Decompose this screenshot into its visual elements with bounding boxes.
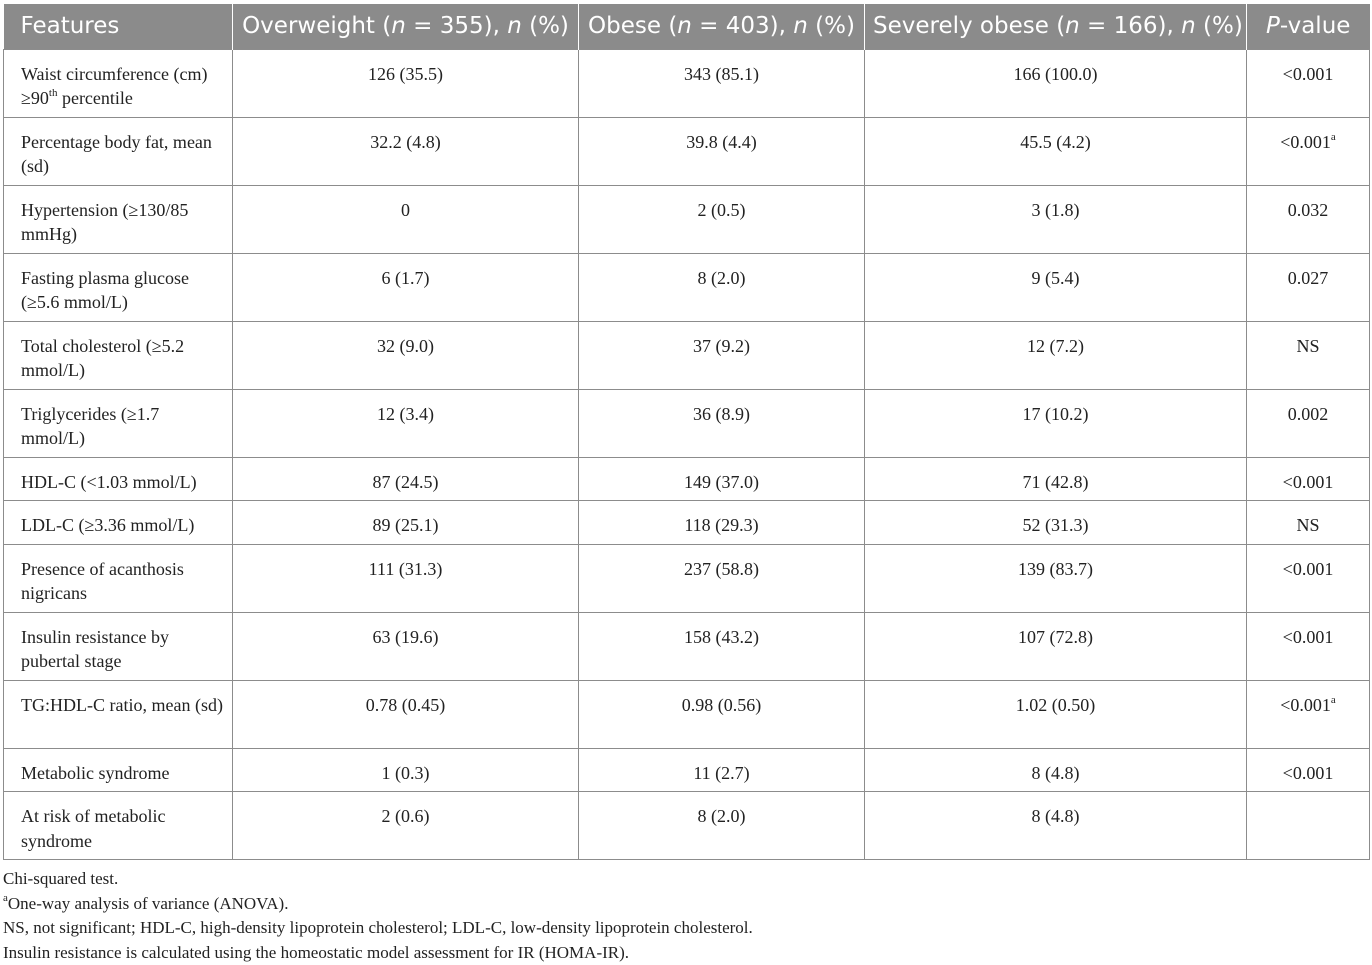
header-obese: Obese (n = 403), n (%) <box>579 4 865 49</box>
header-overweight: Overweight (n = 355), n (%) <box>233 4 579 49</box>
cell-p-value <box>1247 612 1370 680</box>
feature-superscript: th <box>49 87 58 99</box>
footnote-marker: a <box>3 892 8 904</box>
feature-label: TG:HDL-C ratio, mean (sd) <box>21 695 223 715</box>
feature-label: Total cholesterol (≥5.2 mmol/L) <box>21 336 184 381</box>
p-value-superscript: a <box>1331 131 1336 143</box>
cell-severely-obese: 52 (31.3) <box>865 501 1247 545</box>
cell-overweight: 32.2 (4.8) <box>233 117 579 185</box>
cell-severely-obese: 9 (5.4) <box>865 253 1247 321</box>
table-row <box>4 389 1370 457</box>
table-row <box>4 49 1370 117</box>
p-value-text: <0.001 <box>1283 763 1334 783</box>
cell-feature <box>4 748 233 792</box>
cell-overweight: 63 (19.6) <box>233 612 579 680</box>
cell-p-value <box>1247 457 1370 501</box>
p-value-text: <0.001 <box>1283 64 1334 84</box>
table-row <box>4 253 1370 321</box>
cell-severely-obese: 71 (42.8) <box>865 457 1247 501</box>
cell-feature <box>4 457 233 501</box>
cell-feature <box>4 49 233 117</box>
table-row <box>4 612 1370 680</box>
table-row <box>4 185 1370 253</box>
table-row <box>4 748 1370 792</box>
p-value-text: 0.027 <box>1288 268 1329 288</box>
footnote-text: Chi-squared test. <box>3 869 118 888</box>
cell-feature <box>4 117 233 185</box>
cell-obese: 11 (2.7) <box>579 748 865 792</box>
cell-p-value <box>1247 321 1370 389</box>
cell-overweight: 1 (0.3) <box>233 748 579 792</box>
cell-obese: 36 (8.9) <box>579 389 865 457</box>
cell-overweight: 126 (35.5) <box>233 49 579 117</box>
cell-overweight: 32 (9.0) <box>233 321 579 389</box>
p-value-text: 0.002 <box>1288 404 1329 424</box>
cell-feature <box>4 680 233 748</box>
cell-p-value <box>1247 117 1370 185</box>
cell-overweight: 111 (31.3) <box>233 544 579 612</box>
p-value-text: NS <box>1296 336 1319 356</box>
p-value-text: 0.032 <box>1288 200 1329 220</box>
cell-feature <box>4 185 233 253</box>
cell-obese: 37 (9.2) <box>579 321 865 389</box>
cell-obese: 118 (29.3) <box>579 501 865 545</box>
cell-overweight: 2 (0.6) <box>233 792 579 860</box>
cell-obese: 343 (85.1) <box>579 49 865 117</box>
footnote <box>3 941 1369 965</box>
cell-severely-obese: 166 (100.0) <box>865 49 1247 117</box>
cell-feature <box>4 792 233 860</box>
cell-severely-obese: 1.02 (0.50) <box>865 680 1247 748</box>
table-row <box>4 117 1370 185</box>
feature-label: At risk of metabolic syndrome <box>21 806 165 851</box>
feature-label: Hypertension (≥130/85 mmHg) <box>21 200 188 245</box>
table-row <box>4 501 1370 545</box>
feature-label: Metabolic syndrome <box>21 763 169 783</box>
cell-p-value <box>1247 792 1370 860</box>
footnote <box>3 892 1369 917</box>
cell-obese: 39.8 (4.4) <box>579 117 865 185</box>
cell-obese: 2 (0.5) <box>579 185 865 253</box>
cell-severely-obese: 107 (72.8) <box>865 612 1247 680</box>
cell-feature <box>4 612 233 680</box>
cell-overweight: 87 (24.5) <box>233 457 579 501</box>
cell-severely-obese: 139 (83.7) <box>865 544 1247 612</box>
feature-label: HDL-C (<1.03 mmol/L) <box>21 472 197 492</box>
header-features: Features <box>4 4 233 49</box>
cell-severely-obese: 8 (4.8) <box>865 792 1247 860</box>
p-value-text: NS <box>1296 515 1319 535</box>
feature-label: Presence of acanthosis nigricans <box>21 559 184 604</box>
cell-severely-obese: 3 (1.8) <box>865 185 1247 253</box>
cell-feature <box>4 389 233 457</box>
cell-feature <box>4 321 233 389</box>
footnote-text: One-way analysis of variance (ANOVA). <box>8 894 289 913</box>
footnote-text: Insulin resistance is calculated using the homeostatic model assessment for IR (HOMA-IR). <box>3 943 629 962</box>
cell-p-value <box>1247 748 1370 792</box>
feature-label: LDL-C (≥3.36 mmol/L) <box>21 515 194 535</box>
footnote-text: NS, not significant; HDL-C, high-density lipoprotein cholesterol; LDL-C, low-density lipoprotein cholesterol. <box>3 918 753 937</box>
header-p-value: P-value <box>1247 4 1370 49</box>
cell-severely-obese: 12 (7.2) <box>865 321 1247 389</box>
cell-p-value <box>1247 185 1370 253</box>
cell-obese: 158 (43.2) <box>579 612 865 680</box>
cell-obese: 237 (58.8) <box>579 544 865 612</box>
data-table <box>3 4 1370 860</box>
feature-label: Insulin resistance by pubertal stage <box>21 627 169 672</box>
cell-p-value <box>1247 389 1370 457</box>
cell-p-value <box>1247 253 1370 321</box>
p-value-text: <0.001 <box>1283 472 1334 492</box>
cell-overweight: 89 (25.1) <box>233 501 579 545</box>
cell-obese: 8 (2.0) <box>579 792 865 860</box>
table-container <box>3 4 1369 965</box>
cell-overweight: 0.78 (0.45) <box>233 680 579 748</box>
p-value-text: <0.001 <box>1280 132 1331 152</box>
cell-severely-obese: 17 (10.2) <box>865 389 1247 457</box>
cell-feature <box>4 501 233 545</box>
feature-label-suffix: percentile <box>57 88 132 108</box>
p-value-text: <0.001 <box>1280 695 1331 715</box>
cell-feature <box>4 544 233 612</box>
table-row <box>4 680 1370 748</box>
header-severely-obese: Severely obese (n = 166), n (%) <box>865 4 1247 49</box>
p-value-text: <0.001 <box>1283 627 1334 647</box>
cell-obese: 149 (37.0) <box>579 457 865 501</box>
feature-label: Fasting plasma glucose (≥5.6 mmol/L) <box>21 268 189 313</box>
table-row <box>4 792 1370 860</box>
table-row <box>4 457 1370 501</box>
cell-severely-obese: 45.5 (4.2) <box>865 117 1247 185</box>
feature-label: Waist circumference (cm) ≥90 <box>21 64 207 109</box>
header-row <box>4 4 1370 49</box>
cell-feature <box>4 253 233 321</box>
p-value-superscript: a <box>1331 694 1336 706</box>
cell-severely-obese: 8 (4.8) <box>865 748 1247 792</box>
cell-p-value <box>1247 49 1370 117</box>
footnote <box>3 867 1369 892</box>
footnote <box>3 916 1369 941</box>
cell-p-value <box>1247 680 1370 748</box>
cell-obese: 0.98 (0.56) <box>579 680 865 748</box>
feature-label: Triglycerides (≥1.7 mmol/L) <box>21 404 159 449</box>
cell-obese: 8 (2.0) <box>579 253 865 321</box>
table-footnotes <box>3 867 1369 965</box>
table-row <box>4 321 1370 389</box>
feature-label: Percentage body fat, mean (sd) <box>21 132 212 177</box>
table-row <box>4 544 1370 612</box>
cell-overweight: 6 (1.7) <box>233 253 579 321</box>
cell-p-value <box>1247 544 1370 612</box>
cell-overweight: 0 <box>233 185 579 253</box>
p-value-text: <0.001 <box>1283 559 1334 579</box>
cell-p-value <box>1247 501 1370 545</box>
cell-overweight: 12 (3.4) <box>233 389 579 457</box>
